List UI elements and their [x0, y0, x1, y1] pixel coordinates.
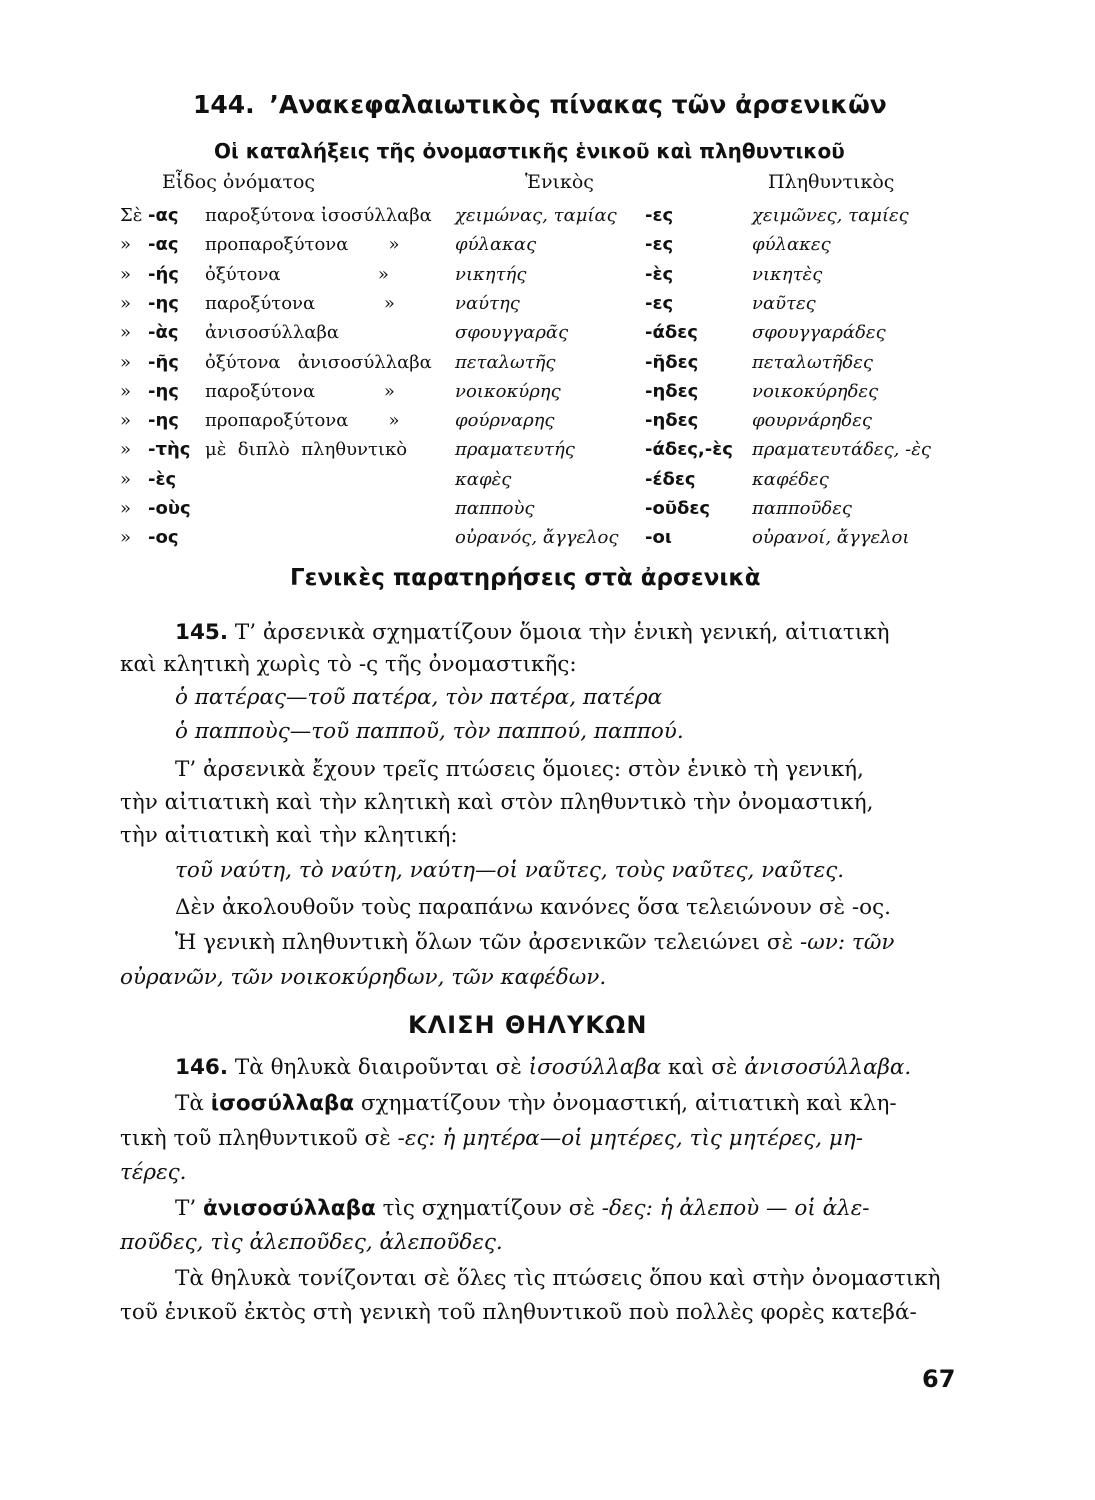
table-row — [0, 527, 1095, 555]
row-plural-ending: -έδες — [645, 468, 696, 490]
section-144-heading — [193, 90, 887, 119]
row-ending: -ης — [148, 380, 179, 402]
row-plural-example: πραματευτάδες, -ὲς — [752, 439, 931, 461]
para-146-line-4: τέρες. — [120, 1160, 187, 1185]
row-singular-example: νικητής — [455, 263, 527, 285]
row-ending: -ας — [148, 234, 179, 256]
column-header-singular: Ἑνικὸς — [525, 171, 594, 193]
row-prefix: » — [120, 410, 132, 432]
row-plural-ending: -ηδες — [645, 380, 699, 402]
text-bold: ἀνισοσύλλαβα — [203, 1196, 376, 1221]
general-remarks-heading: Γενικὲς παρατηρήσεις στὰ ἀρσενικὰ — [290, 565, 761, 591]
section-number: 144. — [193, 90, 255, 119]
table-row — [0, 205, 1095, 233]
row-plural-example: πεταλωτῆδες — [752, 351, 874, 373]
para-145-line-5: τὴν αἰτιατικὴ καὶ τὴν κλητική: — [120, 823, 458, 848]
para-145-line-7 — [175, 930, 894, 955]
row-ending: -τὴς — [148, 439, 191, 461]
table-row — [0, 352, 1095, 380]
row-ending: -ὲς — [148, 468, 177, 490]
row-plural-ending: -ες — [645, 292, 674, 314]
section-title: ’Ανακεφαλαιωτικὸς πίνακας τῶν ἀρσενικῶν — [269, 90, 887, 119]
para-146-line-7: Τὰ θηλυκὰ τονίζονται σὲ ὅλες τὶς πτώσεις ὅπου καὶ στὴν ὀνομαστικὴ — [175, 1266, 941, 1291]
para-146-line-3 — [120, 1126, 863, 1151]
row-plural-ending: -ηδες — [645, 410, 699, 432]
row-ending: -οὺς — [148, 498, 191, 519]
text-italic: ἀνισοσύλλαβα. — [744, 1055, 912, 1080]
row-prefix: » — [120, 439, 132, 461]
para-146-line-6: ποῦδες, τὶς ἀλεποῦδες, ἀλεποῦδες. — [120, 1230, 503, 1255]
text: καὶ σὲ — [661, 1055, 745, 1080]
table-row — [0, 469, 1095, 497]
para-145-line-2: καὶ κλητικὴ χωρὶς τὸ -ς τῆς ὀνομαστικῆς: — [120, 652, 577, 677]
row-singular-example: παπποὺς — [455, 498, 535, 519]
table-subtitle: Οἱ καταλήξεις τῆς ὀνομαστικῆς ἑνικοῦ καὶ πληθυντικοῦ — [214, 139, 845, 163]
table-row — [0, 439, 1095, 467]
row-type: ἀνισοσύλλαβα — [205, 322, 340, 344]
row-prefix: » — [120, 380, 132, 402]
para-146-line-2 — [175, 1091, 897, 1116]
row-singular-example: φούρναρης — [455, 410, 555, 432]
text-italic: -ες: ἡ μητέρα—οἱ μητέρες, τὶς μητέρες, μη- — [397, 1126, 864, 1151]
row-plural-example: νικητὲς — [752, 263, 823, 285]
row-plural-ending: -ες — [645, 234, 674, 256]
row-ending: -ας — [148, 205, 179, 226]
row-prefix: » — [120, 498, 132, 519]
row-plural-ending: -οῦδες — [645, 498, 711, 519]
row-ending: -ής — [148, 263, 179, 285]
row-ending: -ης — [148, 410, 179, 432]
text: Τ’ — [175, 1196, 204, 1221]
row-plural-example: νοικοκύρηδες — [752, 380, 879, 402]
table-row — [0, 293, 1095, 321]
row-plural-ending: -οι — [645, 527, 672, 549]
row-prefix: » — [120, 351, 132, 373]
row-plural-ending: -ες — [645, 205, 674, 226]
row-ending: -ῆς — [148, 351, 179, 373]
row-singular-example: ναύτης — [455, 292, 520, 314]
row-plural-example: φύλακες — [752, 234, 831, 256]
row-singular-example: πραματευτής — [455, 439, 575, 461]
row-singular-example: οὐρανός, ἄγγελος — [455, 527, 619, 549]
example-1: ὁ πατέρας—τοῦ πατέρα, τὸν πατέρα, πατέρα — [175, 685, 663, 710]
row-type: παροξύτονα » — [205, 380, 395, 402]
row-plural-example: χειμῶνες, ταμίες — [752, 205, 909, 226]
row-prefix: » — [120, 527, 132, 549]
page-number: 67 — [922, 1365, 956, 1393]
para-146-line-8: τοῦ ἑνικοῦ ἐκτὸς στὴ γενικὴ τοῦ πληθυντικοῦ ποὺ πολλὲς φορὲς κατεβά- — [120, 1300, 917, 1325]
table-row — [0, 322, 1095, 350]
para-146-line-1 — [175, 1055, 911, 1080]
table-row — [0, 498, 1095, 526]
row-plural-example: οὐρανοί, ἄγγελοι — [752, 527, 910, 549]
row-plural-example: παπποῦδες — [752, 498, 853, 519]
text-italic: ἰσοσύλλαβα — [528, 1055, 662, 1080]
column-header-plural: Πληθυντικὸς — [768, 171, 895, 193]
text: Τ’ ἀρσενικὰ σχηματίζουν ὅμοια τὴν ἑνικὴ γενική, αἰτιατικὴ — [234, 620, 890, 645]
text: τὶς σχηματίζουν σὲ — [375, 1196, 602, 1221]
row-ending: -ὰς — [148, 322, 179, 344]
row-singular-example: καφὲς — [455, 468, 512, 490]
paragraph-number: 146. — [175, 1055, 229, 1080]
text-italic: -δες: ἡ ἀλεποὺ — οἱ ἀλε- — [601, 1196, 870, 1221]
row-singular-example: χειμώνας, ταμίας — [455, 205, 617, 226]
para-145-line-3: Τ’ ἀρσενικὰ ἔχουν τρεῖς πτώσεις ὅμοιες: στὸν ἑνικὸ τὴ γενική, — [175, 757, 864, 782]
row-singular-example: πεταλωτῆς — [455, 351, 556, 373]
row-plural-example: φουρνάρηδες — [752, 410, 873, 432]
row-plural-ending: -άδες,-ὲς — [645, 439, 733, 461]
row-ending: -ος — [148, 527, 179, 549]
para-145-line-6: Δὲν ἀκολουθοῦν τοὺς παραπάνω κανόνες ὅσα τελειώνουν σὲ -ος. — [175, 895, 891, 920]
row-prefix: » — [120, 468, 132, 490]
row-prefix: » — [120, 234, 132, 256]
table-row — [0, 234, 1095, 262]
row-type: μὲ διπλὸ πληθυντικὸ — [205, 439, 408, 461]
feminine-declension-heading: ΚΛΙΣΗ ΘΗΛΥΚΩΝ — [408, 1011, 648, 1039]
row-type: παροξύτονα ἰσοσύλλαβα — [205, 205, 432, 226]
example-2: ὁ παπποὺς—τοῦ παπποῦ, τὸν παππού, παππού. — [175, 719, 684, 744]
row-plural-ending: -ὲς — [645, 263, 674, 285]
row-type: ὀξύτονα » — [205, 263, 389, 285]
row-plural-example: ναῦτες — [752, 292, 816, 314]
row-type: ὀξύτονα ἀνισοσύλλαβα — [205, 351, 432, 373]
paragraph-number: 145. — [175, 620, 229, 645]
row-prefix: » — [120, 322, 132, 344]
row-prefix: » — [120, 263, 132, 285]
row-singular-example: νοικοκύρης — [455, 380, 561, 402]
row-plural-example: καφέδες — [752, 468, 829, 490]
para-146-line-5 — [175, 1196, 870, 1221]
row-singular-example: φύλακας — [455, 234, 537, 256]
row-type: προπαροξύτονα » — [205, 410, 400, 432]
table-row — [0, 410, 1095, 438]
text: Ἡ γενικὴ πληθυντικὴ ὅλων τῶν ἀρσενικῶν τελειώνει σὲ — [175, 930, 800, 955]
row-type: παροξύτονα » — [205, 292, 395, 314]
text: σχηματίζουν τὴν ὀνομαστική, αἰτιατικὴ καὶ κλη- — [354, 1091, 897, 1116]
table-row — [0, 264, 1095, 292]
text-italic: -ων: τῶν — [799, 930, 895, 955]
text: Τὰ — [175, 1091, 211, 1116]
text: Τὰ θηλυκὰ διαιροῦνται σὲ — [234, 1055, 529, 1080]
column-header-type: Εἶδος ὀνόματος — [162, 171, 316, 193]
row-ending: -ης — [148, 292, 179, 314]
text: τικὴ τοῦ πληθυντικοῦ σὲ — [120, 1126, 398, 1151]
para-145-line-1 — [175, 620, 890, 645]
row-plural-ending: -ῆδες — [645, 351, 699, 373]
table-row — [0, 381, 1095, 409]
example-3: τοῦ ναύτη, τὸ ναύτη, ναύτη—οἱ ναῦτες, τοὺς ναῦτες, ναῦτες. — [175, 858, 845, 883]
row-singular-example: σφουγγαρᾶς — [455, 322, 569, 344]
para-145-line-4: τὴν αἰτιατικὴ καὶ τὴν κλητικὴ καὶ στὸν πληθυντικὸ τὴν ὀνομαστική, — [120, 790, 874, 815]
text-bold: ἰσοσύλλαβα — [210, 1091, 355, 1116]
row-plural-example: σφουγγαράδες — [752, 322, 886, 344]
row-plural-ending: -άδες — [645, 322, 698, 344]
row-prefix: Σὲ — [120, 205, 143, 226]
para-145-line-8: οὐρανῶν, τῶν νοικοκύρηδων, τῶν καφέδων. — [120, 965, 607, 990]
row-type: προπαροξύτονα » — [205, 234, 400, 256]
row-prefix: » — [120, 292, 132, 314]
